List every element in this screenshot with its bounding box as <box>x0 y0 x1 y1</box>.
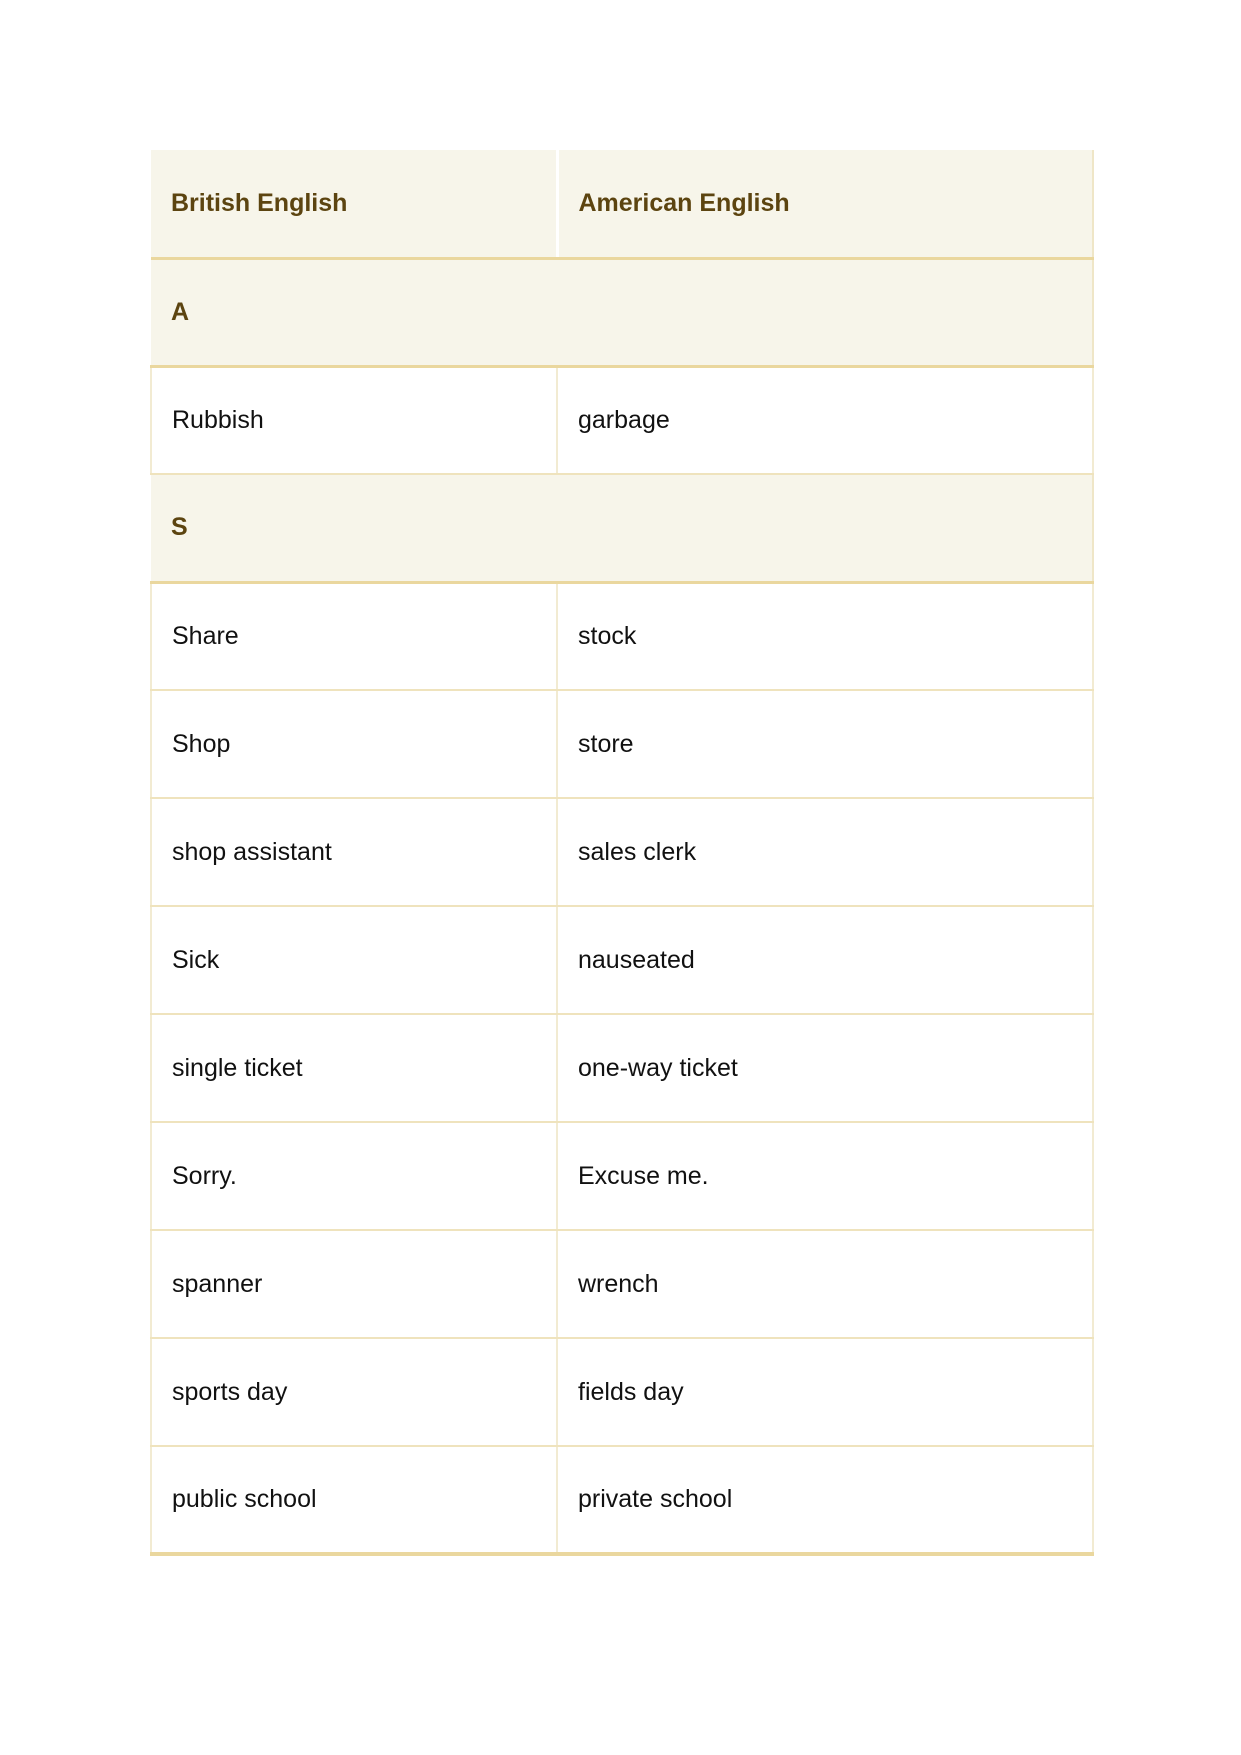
table-row <box>151 1230 1093 1338</box>
american-term: one-way ticket <box>557 1014 1093 1122</box>
table-row <box>151 798 1093 906</box>
british-american-vocabulary-table <box>150 150 1094 1556</box>
section-row-s <box>151 474 1093 582</box>
british-term: Rubbish <box>151 366 557 474</box>
american-term: fields day <box>557 1338 1093 1446</box>
section-letter: S <box>151 474 1093 582</box>
table-row <box>151 1122 1093 1230</box>
american-term: nauseated <box>557 906 1093 1014</box>
british-term: single ticket <box>151 1014 557 1122</box>
british-term: Sorry. <box>151 1122 557 1230</box>
section-letter: A <box>151 258 1093 366</box>
table-row <box>151 582 1093 690</box>
british-term: spanner <box>151 1230 557 1338</box>
column-header-american: American English <box>557 150 1093 258</box>
table-row <box>151 1338 1093 1446</box>
british-term: shop assistant <box>151 798 557 906</box>
british-term: sports day <box>151 1338 557 1446</box>
table-row <box>151 1446 1093 1554</box>
column-header-british: British English <box>151 150 557 258</box>
section-row-a <box>151 258 1093 366</box>
table-row <box>151 366 1093 474</box>
table-row <box>151 1014 1093 1122</box>
american-term: stock <box>557 582 1093 690</box>
american-term: store <box>557 690 1093 798</box>
american-term: Excuse me. <box>557 1122 1093 1230</box>
table-row <box>151 690 1093 798</box>
british-term: Share <box>151 582 557 690</box>
british-term: Shop <box>151 690 557 798</box>
british-term: Sick <box>151 906 557 1014</box>
american-term: private school <box>557 1446 1093 1554</box>
table-header-row <box>151 150 1093 258</box>
american-term: sales clerk <box>557 798 1093 906</box>
american-term: garbage <box>557 366 1093 474</box>
british-term: public school <box>151 1446 557 1554</box>
american-term: wrench <box>557 1230 1093 1338</box>
table-row <box>151 906 1093 1014</box>
